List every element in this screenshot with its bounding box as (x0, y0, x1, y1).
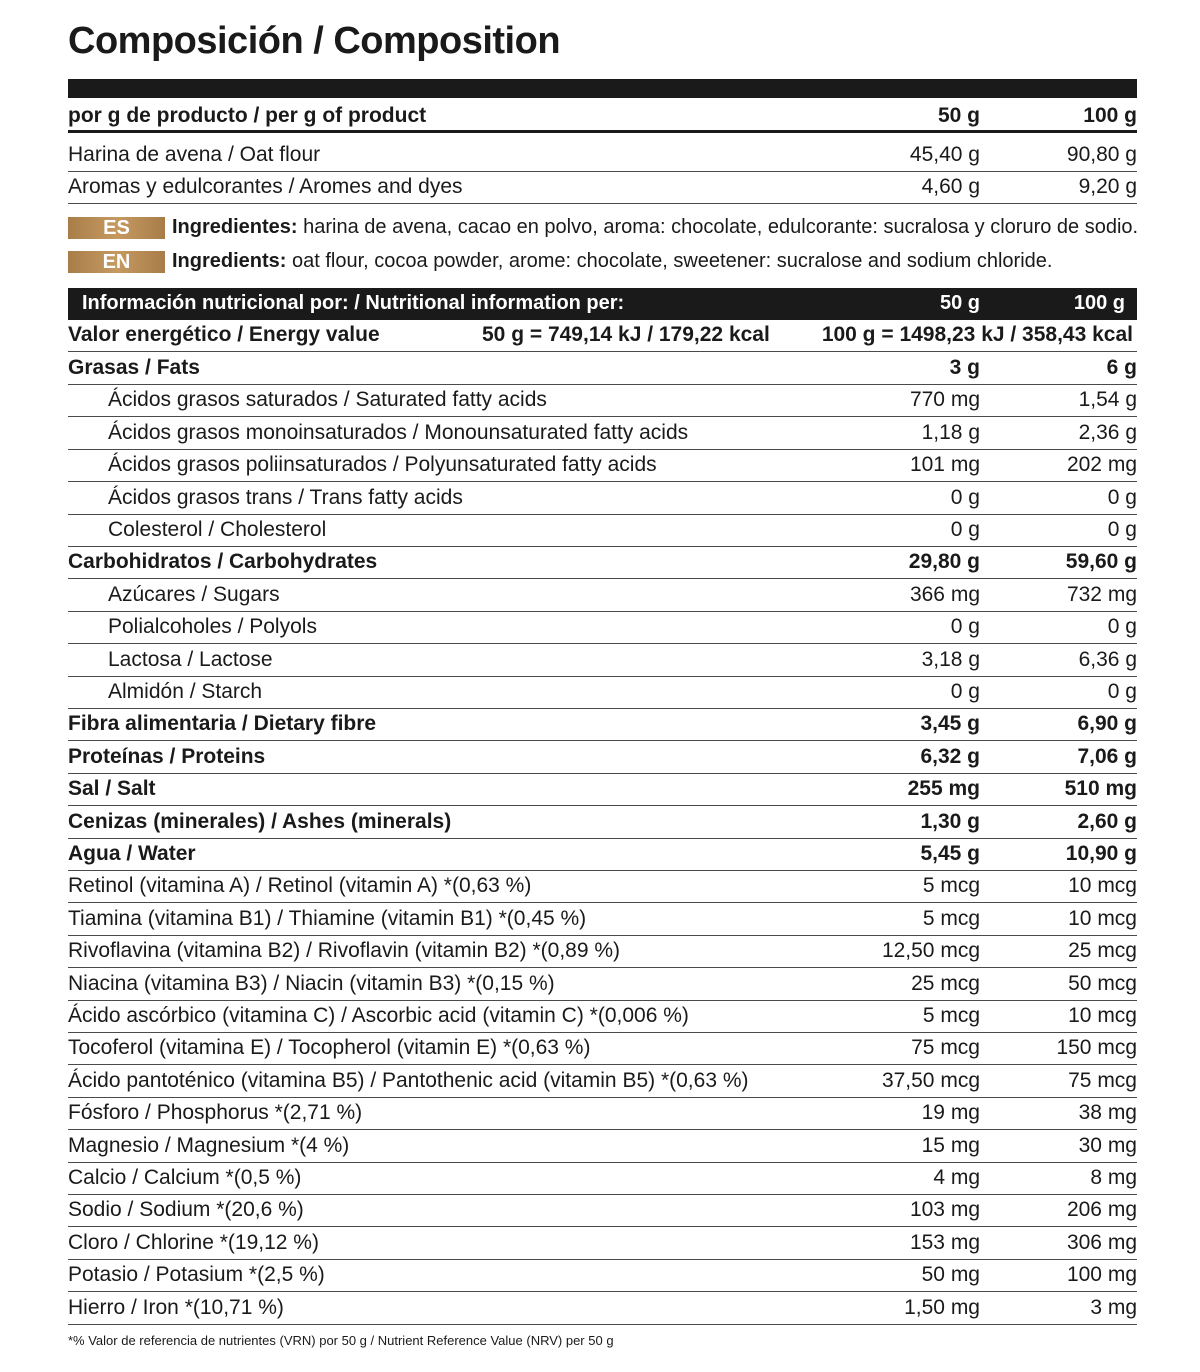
page-title: Composición / Composition (68, 20, 561, 62)
nutrition-row (68, 774, 1137, 806)
nutrient-label: Ácidos grasos saturados / Saturated fatty acids (108, 388, 547, 412)
composition-row-col1: 4,60 g (921, 175, 980, 198)
nutrient-label: Hierro / Iron *(10,71 %) (68, 1295, 284, 1319)
nutrition-row (68, 645, 1137, 677)
nutrient-label: Tiamina (vitamina B1) / Thiamine (vitamin B1) *(0,45 %) (68, 906, 587, 930)
nutrient-label: Rivoflavina (vitamina B2) / Rivoflavin (vitamin B2) *(0,89 %) (68, 939, 621, 963)
nutrient-label: Ácido pantoténico (vitamina B5) / Pantothenic acid (vitamin B5) *(0,63 %) (68, 1068, 749, 1092)
value-50g: 5,45 g (920, 842, 980, 865)
nutrition-row (68, 1228, 1137, 1260)
nutrient-label: Ácidos grasos trans / Trans fatty acids (108, 485, 463, 509)
value-100g: 206 mg (1066, 1198, 1137, 1222)
value-100g: 2,36 g (1078, 420, 1137, 444)
nutrient-label: Grasas / Fats (68, 356, 200, 379)
value-100g: 2,60 g (1077, 809, 1137, 833)
value-50g: 1,18 g (921, 420, 980, 444)
energy-value-100g: 100 g = 1498,23 kJ / 358,43 kcal (821, 323, 1133, 346)
composition-row-col1: 45,40 g (909, 143, 980, 166)
value-50g: 5 mcg (922, 906, 980, 930)
value-100g: 10 mcg (1068, 906, 1137, 930)
nutrition-row (68, 483, 1137, 515)
value-50g: 37,50 mcg (881, 1068, 980, 1092)
language-badge-es: ES (68, 217, 165, 239)
value-50g: 5 mcg (922, 1004, 980, 1027)
nutrition-row (68, 904, 1137, 936)
composition-header-label: por g de producto / per g of product (68, 104, 427, 127)
nutrition-row (68, 353, 1137, 385)
nutrient-label: Azúcares / Sugars (108, 582, 280, 606)
value-50g: 0 g (950, 485, 980, 509)
value-100g: 25 mcg (1068, 939, 1137, 963)
nutrient-label: Calcio / Calcium *(0,5 %) (68, 1166, 302, 1189)
value-100g: 202 mg (1066, 453, 1137, 477)
ingredients-en-heading: Ingredients: (172, 250, 287, 273)
nutrition-row (68, 515, 1137, 547)
nutrition-header-bar (68, 288, 1137, 320)
composition-row-label: Aromas y edulcorantes / Aromes and dyes (68, 175, 463, 198)
composition-header-col2: 100 g (1083, 104, 1137, 127)
energy-value-50g: 50 g = 749,14 kJ / 179,22 kcal (482, 323, 770, 346)
value-50g: 50 mg (921, 1263, 980, 1287)
nutrition-row (68, 1195, 1137, 1227)
value-100g: 0 g (1107, 518, 1137, 541)
nutrient-label: Tocoferol (vitamina E) / Tocopherol (vitamin E) *(0,63 %) (68, 1036, 591, 1060)
nutrition-row (68, 1033, 1137, 1065)
value-50g: 255 mg (907, 777, 980, 801)
nutrient-label: Niacina (vitamina B3) / Niacin (vitamin B3) *(0,15 %) (68, 971, 555, 995)
value-50g: 5 mcg (922, 874, 980, 898)
nutrient-label: Fibra alimentaria / Dietary fibre (68, 712, 377, 736)
nutrition-header-col1: 50 g (939, 292, 980, 314)
value-100g: 7,06 g (1077, 744, 1137, 768)
value-50g: 3,18 g (921, 647, 980, 671)
nutrient-label: Ácido ascórbico (vitamina C) / Ascorbic acid (vitamin C) *(0,006 %) (68, 1004, 689, 1027)
value-100g: 100 mg (1066, 1263, 1137, 1287)
nutrient-label: Potasio / Potasium *(2,5 %) (68, 1263, 325, 1287)
value-100g: 10 mcg (1068, 874, 1137, 898)
nutrient-label: Fósforo / Phosphorus *(2,71 %) (68, 1101, 363, 1125)
nutrition-row (68, 871, 1137, 903)
nutrition-row (68, 742, 1137, 774)
value-100g: 732 mg (1066, 582, 1137, 606)
value-100g: 1,54 g (1078, 388, 1137, 412)
nutrition-row (68, 547, 1137, 579)
nutrient-label: Agua / Water (68, 842, 196, 865)
language-badge-en: EN (68, 251, 165, 273)
value-100g: 38 mg (1078, 1101, 1137, 1125)
value-100g: 3 mg (1090, 1295, 1137, 1319)
energy-row (68, 320, 1137, 352)
nutrient-label: Colesterol / Cholesterol (108, 518, 327, 541)
value-100g: 50 mcg (1068, 971, 1137, 995)
value-50g: 0 g (950, 518, 980, 541)
nutrient-label: Ácidos grasos monoinsaturados / Monounsaturated fatty acids (108, 420, 689, 444)
value-50g: 12,50 mcg (881, 939, 980, 963)
nutrient-label: Proteínas / Proteins (68, 744, 266, 768)
nutrition-row (68, 1260, 1137, 1292)
value-100g: 8 mg (1090, 1166, 1137, 1189)
value-100g: 6,36 g (1078, 647, 1137, 671)
nutrition-row (68, 969, 1137, 1001)
nutrition-row (68, 1098, 1137, 1130)
composition-header-row (68, 101, 1137, 133)
ingredients-en-text: oat flour, cocoa powder, arome: chocolate, sweetener: sucralose and sodium chloride. (286, 250, 1053, 273)
value-100g: 0 g (1107, 680, 1137, 703)
value-100g: 0 g (1107, 615, 1137, 639)
value-50g: 0 g (950, 680, 980, 703)
ingredients-en (68, 250, 1052, 273)
value-100g: 30 mg (1078, 1133, 1137, 1157)
value-50g: 103 mg (909, 1198, 980, 1222)
value-50g: 366 mg (909, 582, 980, 606)
composition-row (68, 140, 1137, 172)
nutrient-label: Almidón / Starch (108, 680, 263, 703)
nutrient-label: Sodio / Sodium *(20,6 %) (68, 1198, 304, 1222)
nutrition-row (68, 450, 1137, 482)
nutrition-header-col2: 100 g (1073, 292, 1125, 314)
composition-row-col2: 9,20 g (1078, 175, 1137, 198)
nutrient-label: Carbohidratos / Carbohydrates (68, 550, 378, 574)
value-50g: 25 mcg (911, 971, 980, 995)
footnote: *% Valor de referencia de nutrientes (VRN) por 50 g / Nutrient Reference Value (NRV) per 50 g (68, 1333, 614, 1348)
nutrient-label: Cloro / Chlorine *(19,12 %) (68, 1230, 319, 1254)
nutrient-label: Sal / Salt (68, 777, 156, 801)
composition-row (68, 172, 1137, 204)
nutrition-row (68, 839, 1137, 871)
nutrition-row (68, 1293, 1137, 1325)
value-100g: 75 mcg (1068, 1068, 1137, 1092)
value-50g: 3,45 g (920, 712, 980, 736)
value-100g: 150 mcg (1056, 1036, 1137, 1060)
value-50g: 6,32 g (920, 744, 980, 768)
composition-row-col2: 90,80 g (1066, 143, 1137, 166)
nutrition-row (68, 936, 1137, 968)
value-100g: 6 g (1106, 356, 1137, 379)
value-50g: 15 mg (921, 1133, 980, 1157)
value-50g: 75 mcg (911, 1036, 980, 1060)
nutrient-label: Lactosa / Lactose (108, 647, 273, 671)
nutrition-row (68, 677, 1137, 709)
value-50g: 101 mg (909, 453, 980, 477)
nutrient-label: Magnesio / Magnesium *(4 %) (68, 1133, 350, 1157)
header-bar (68, 79, 1137, 98)
nutrient-label: Cenizas (minerales) / Ashes (minerals) (68, 809, 452, 833)
ingredients-es-heading: Ingredientes: (172, 216, 298, 239)
nutrition-row (68, 418, 1137, 450)
composition-row-label: Harina de avena / Oat flour (68, 143, 321, 166)
composition-header-col1: 50 g (937, 104, 980, 127)
nutrient-label: Ácidos grasos poliinsaturados / Polyunsaturated fatty acids (108, 453, 657, 477)
value-50g: 770 mg (909, 388, 980, 412)
nutrition-header-label: Información nutricional por: / Nutritional information per: (82, 292, 625, 314)
value-50g: 0 g (950, 615, 980, 639)
value-50g: 153 mg (909, 1230, 980, 1254)
nutrition-row (68, 1066, 1137, 1098)
value-50g: 4 mg (933, 1166, 980, 1189)
value-100g: 10 mcg (1068, 1004, 1137, 1027)
nutrition-row (68, 612, 1137, 644)
value-50g: 1,30 g (920, 809, 980, 833)
nutrition-row (68, 1001, 1137, 1033)
value-50g: 29,80 g (908, 550, 980, 574)
value-50g: 1,50 mg (904, 1295, 980, 1319)
ingredients-es-text: harina de avena, cacao en polvo, aroma: chocolate, edulcorante: sucralosa y cloruro de sodio. (297, 216, 1139, 239)
nutrition-row (68, 385, 1137, 417)
value-100g: 59,60 g (1065, 550, 1137, 574)
nutrition-row (68, 807, 1137, 839)
nutrient-label: Polialcoholes / Polyols (108, 615, 317, 639)
nutrition-row (68, 1131, 1137, 1163)
value-50g: 3 g (949, 356, 980, 379)
value-100g: 510 mg (1064, 777, 1137, 801)
value-100g: 10,90 g (1065, 842, 1137, 865)
value-100g: 6,90 g (1077, 712, 1137, 736)
value-50g: 19 mg (921, 1101, 980, 1125)
nutrition-row (68, 580, 1137, 612)
energy-label: Valor energético / Energy value (68, 323, 380, 346)
nutrition-row (68, 709, 1137, 741)
value-100g: 0 g (1107, 485, 1137, 509)
nutrition-row (68, 1163, 1137, 1195)
nutrient-label: Retinol (vitamina A) / Retinol (vitamin A) *(0,63 %) (68, 874, 532, 898)
ingredients-es (68, 216, 1138, 239)
value-100g: 306 mg (1066, 1230, 1137, 1254)
